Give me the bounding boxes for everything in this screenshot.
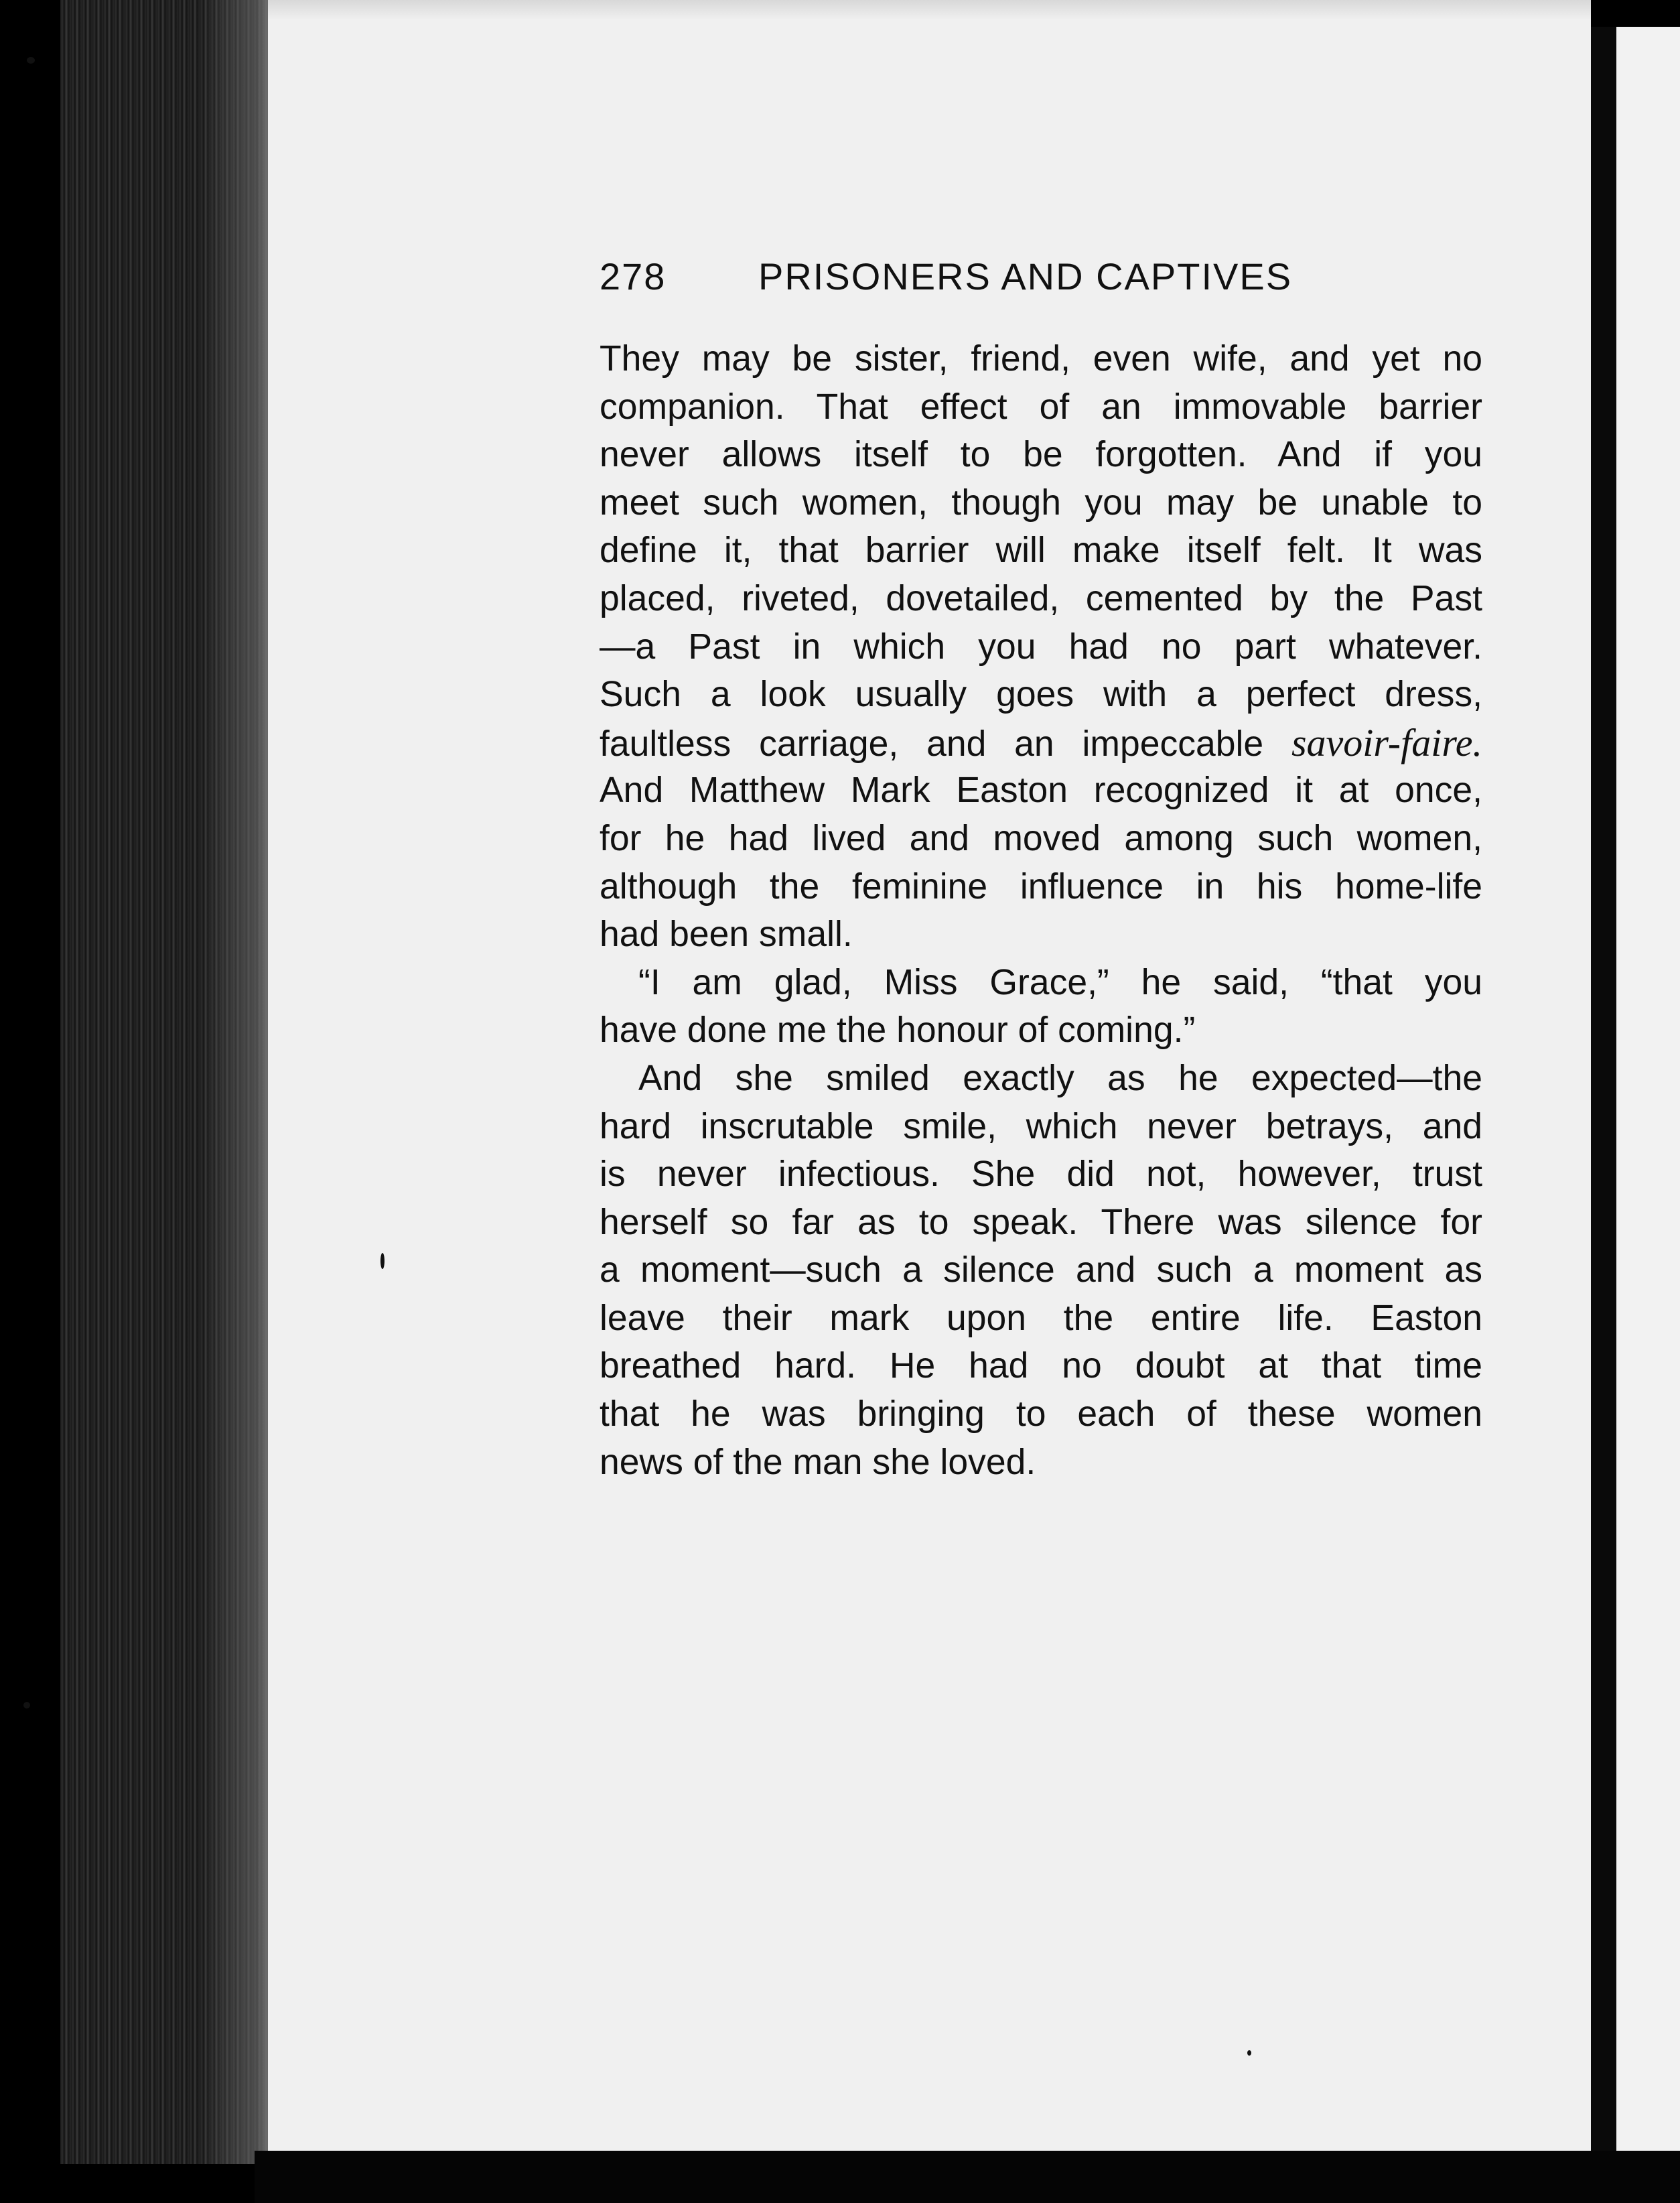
page-header — [600, 255, 1336, 302]
page-number: 278 — [600, 255, 667, 297]
text-line: companion. That effect of an immovable barrier — [600, 387, 1482, 427]
text-line: define it, that barrier will make itself felt. It was — [600, 531, 1482, 571]
page-body-text — [600, 335, 1482, 1486]
text-line: meet such women, though you may be unable to — [600, 482, 1482, 523]
text-line: “I am glad, Miss Grace,” he said, “that you — [638, 962, 1482, 1002]
text-line: although the feminine influence in his home-life — [600, 866, 1482, 907]
text-line: had been small. — [600, 915, 853, 955]
running-title: PRISONERS AND CAPTIVES — [758, 255, 1293, 297]
text-line: for he had lived and moved among such women, — [600, 818, 1482, 858]
text-line: that he was bringing to each of these women — [600, 1394, 1482, 1434]
text-line: hard inscrutable smile, which never betrays, and — [600, 1106, 1482, 1146]
text-line: never allows itself to be forgotten. And if you — [600, 435, 1482, 475]
dust-speck — [1247, 2050, 1251, 2056]
text-line: have done me the honour of coming.” — [600, 1010, 1196, 1051]
page-top-shadow — [268, 0, 1591, 20]
scan-bottom-border — [255, 2151, 1680, 2203]
text-line: breathed hard. He had no doubt at that time — [600, 1346, 1482, 1386]
text-line: placed, riveted, dovetailed, cemented by the Past — [600, 578, 1482, 618]
text-line: is never infectious. She did not, however, trust — [600, 1154, 1482, 1195]
text-line: a moment—such a silence and such a moment as — [600, 1250, 1482, 1290]
dust-speck — [27, 57, 35, 64]
text-line: They may be sister, friend, even wife, and yet no — [600, 339, 1482, 379]
text-line: leave their mark upon the entire life. Easton — [600, 1298, 1482, 1338]
text-line: news of the man she loved. — [600, 1442, 1036, 1482]
text-line: —a Past in which you had no part whatever. — [600, 626, 1482, 667]
italic-phrase: savoir-faire. — [1291, 720, 1482, 764]
text-line: herself so far as to speak. There was silence for — [600, 1202, 1482, 1242]
right-page-gutter — [1591, 27, 1616, 2157]
dust-speck — [23, 1702, 30, 1709]
dust-speck — [380, 1253, 384, 1269]
text-line: Such a look usually goes with a perfect dress, — [600, 675, 1482, 715]
facing-page-sliver — [1616, 27, 1680, 2151]
text-line-with-italic — [600, 719, 1482, 767]
text-segment: faultless carriage, and an impeccable — [600, 724, 1264, 764]
text-line: And she smiled exactly as he expected—the — [638, 1058, 1482, 1098]
text-line: And Matthew Mark Easton recognized it at once, — [600, 771, 1482, 811]
